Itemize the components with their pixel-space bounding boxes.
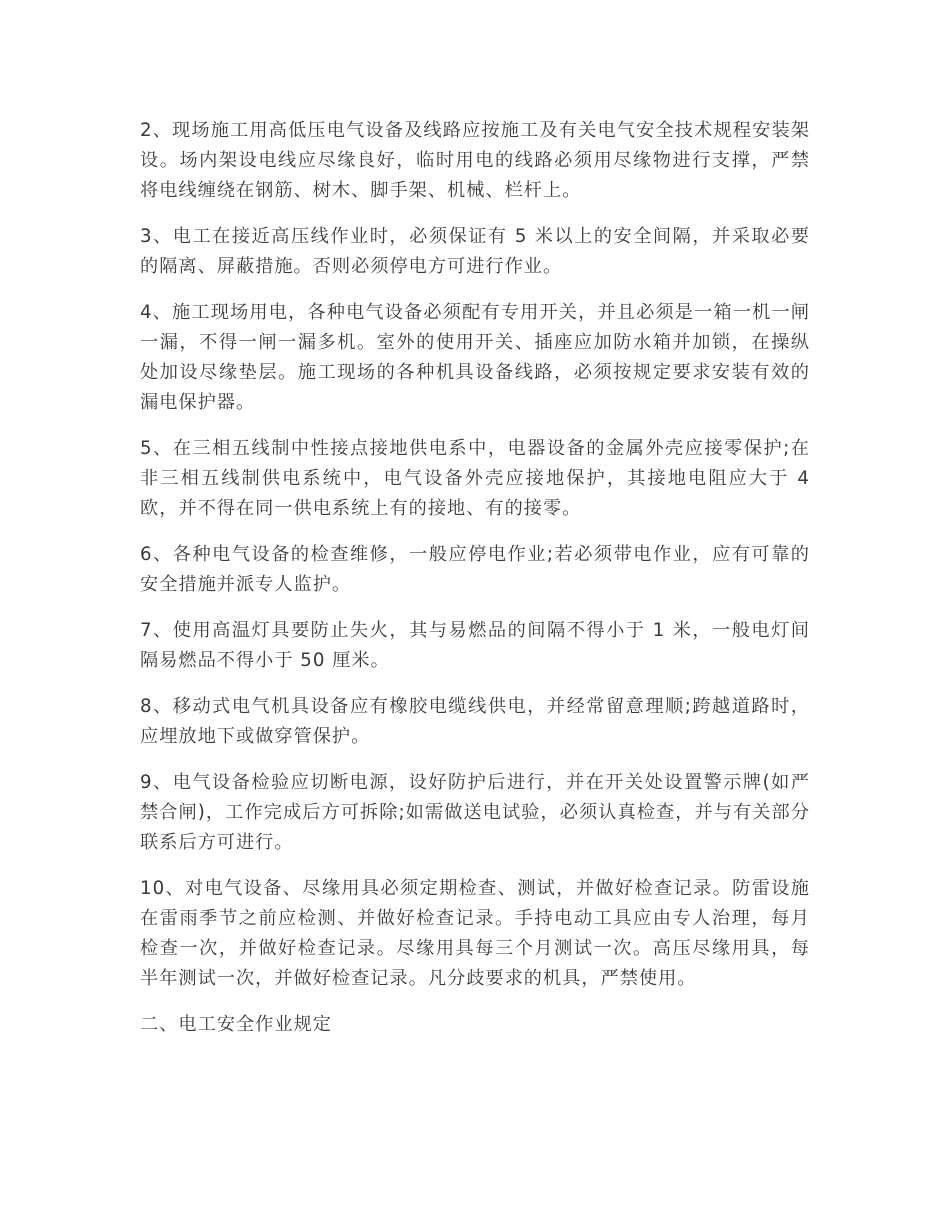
paragraph-item-5: 5、在三相五线制中性接点接地供电系中，电器设备的金属外壳应接零保护;在非三相五线制供电系统中，电气设备外壳应接地保护，其接地电阻应大于 4 欧，并不得在同一供电系统上有的接地、有的接零。 — [140, 438, 810, 519]
paragraph-item-4: 4、施工现场用电，各种电气设备必须配有专用开关，并且必须是一箱一机一闸一漏，不得一闸一漏多机。室外的使用开关、插座应加防水箱并加锁，在操纵处加设尽缘垫层。施工现场的各种机具设备线路，必须按规定要求安装有效的漏电保护器。 — [140, 302, 810, 413]
paragraph-item-10: 10、对电气设备、尽缘用具必须定期检查、测试，并做好检查记录。防雷设施在雷雨季节之前应检测、并做好检查记录。手持电动工具应由专人治理，每月检查一次，并做好检查记录。尽缘用具每三个月测试一次。高压尽缘用具，每半年测试一次，并做好检查记录。凡分歧要求的机具，严禁使用。 — [140, 878, 810, 989]
document-body — [140, 116, 810, 1040]
paragraph-item-9: 9、电气设备检验应切断电源，设好防护后进行，并在开关处设置警示牌(如严禁合闸)，工作完成后方可拆除;如需做送电试验，必须认真检查，并与有关部分联系后方可进行。 — [140, 772, 810, 853]
paragraph-item-3: 3、电工在接近高压线作业时，必须保证有 5 米以上的安全间隔，并采取必要的隔离、屏蔽措施。否则必须停电方可进行作业。 — [140, 226, 810, 277]
paragraph-item-7: 7、使用高温灯具要防止失火，其与易燃品的间隔不得小于 1 米，一般电灯间隔易燃品不得小于 50 厘米。 — [140, 620, 810, 671]
section-heading: 二、电工安全作业规定 — [140, 1014, 332, 1035]
paragraph-item-2: 2、现场施工用高低压电气设备及线路应按施工及有关电气安全技术规程安装架设。场内架设电线应尽缘良好，临时用电的线路必须用尽缘物进行支撑，严禁将电线缠绕在钢筋、树木、脚手架、机械、栏杆上。 — [140, 120, 810, 201]
paragraph-item-6: 6、各种电气设备的检查维修，一般应停电作业;若必须带电作业，应有可靠的安全措施并派专人监护。 — [140, 544, 810, 595]
paragraph-item-8: 8、移动式电气机具设备应有橡胶电缆线供电，并经常留意理顺;跨越道路时，应埋放地下或做穿管保护。 — [140, 696, 810, 747]
